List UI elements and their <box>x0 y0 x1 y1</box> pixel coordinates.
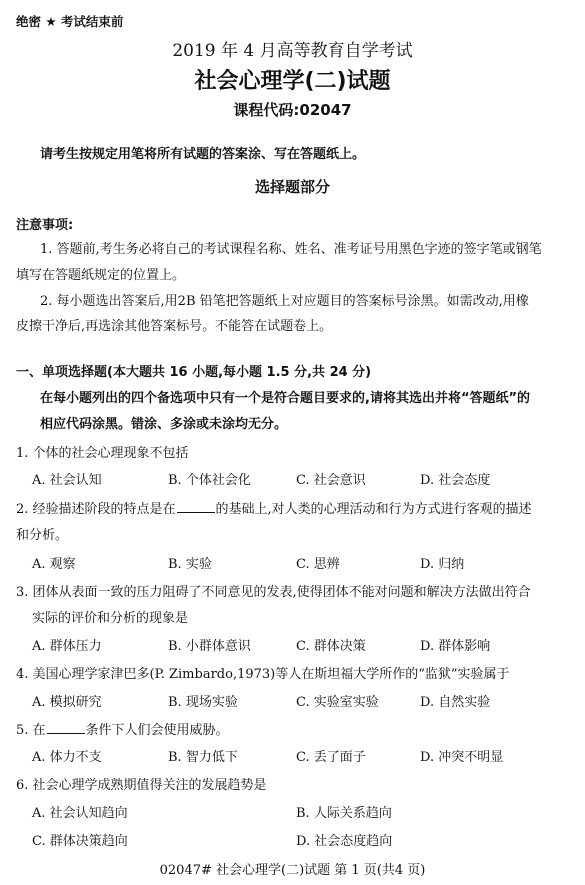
question-6-option-b: B. 人际关系趋向 <box>296 806 392 821</box>
page-footer: 02047# 社会心理学(二)试题 第 1 页(共4 页) <box>159 863 426 878</box>
course-code: 课程代码:02047 <box>233 101 352 119</box>
question-5-stem <box>16 719 229 738</box>
question-5-option-a: A. 体力不支 <box>32 750 102 765</box>
question-5-stem-end: 条件下人们会使用威胁。 <box>85 723 229 738</box>
question-1-option-b: B. 个体社会化 <box>168 473 251 488</box>
note-1-line-2: 填写在答题纸规定的位置上。 <box>16 268 186 283</box>
question-5-option-c: C. 丢了面子 <box>296 750 366 765</box>
question-1-stem: 1. 个体的社会心理现象不包括 <box>16 446 189 461</box>
question-3-stem-line-2: 实际的评价和分析的现象是 <box>32 611 189 626</box>
question-2-stem <box>16 498 532 517</box>
question-5-option-b: B. 智力低下 <box>168 750 238 765</box>
question-1-option-d: D. 社会态度 <box>420 473 491 488</box>
question-3-option-a: A. 群体压力 <box>32 639 102 654</box>
question-3-option-d: D. 群体影响 <box>420 639 491 654</box>
question-2-option-a: A. 观察 <box>32 557 76 572</box>
question-6-option-c: C. 群体决策趋向 <box>32 834 128 849</box>
question-4-option-b: B. 现场实验 <box>168 695 238 710</box>
question-4-stem: 4. 美国心理学家津巴多(P. Zimbardo,1973)等人在斯坦福大学所作的“监狱”实验属于 <box>16 667 510 682</box>
question-6-stem: 6. 社会心理学成熟期值得关注的发展趋势是 <box>16 778 267 793</box>
question-4-option-c: C. 实验室实验 <box>296 695 379 710</box>
notes-heading: 注意事项: <box>16 218 74 233</box>
answer-instruction: 请考生按规定用笔将所有试题的答案涂、写在答题纸上。 <box>40 147 366 162</box>
question-2-option-d: D. 归纳 <box>420 557 465 572</box>
part-one-desc-line-2: 相应代码涂黑。错涂、多涂或未涂均无分。 <box>40 417 288 432</box>
part-one-desc-line-1: 在每小题列出的四个备选项中只有一个是符合题目要求的,请将其选出并将“答题纸”的 <box>40 391 531 406</box>
exam-title: 2019 年 4 月高等教育自学考试 <box>172 41 413 61</box>
question-2-stem-start: 2. 经验描述阶段的特点是在 <box>16 502 176 517</box>
question-2-option-c: C. 思辨 <box>296 557 340 572</box>
question-5-option-d: D. 冲突不明显 <box>420 750 504 765</box>
question-2-option-b: B. 实验 <box>168 557 212 572</box>
question-3-stem: 3. 团体从表面一致的压力阻碍了不同意见的发表,使得团体不能对问题和解决方法做出符合 <box>16 585 531 600</box>
note-2-line-1: 2. 每小题选出答案后,用2B 铅笔把答题纸上对应题目的答案标号涂黑。如需改动,用橡 <box>40 294 529 309</box>
part-one-heading: 一、单项选择题(本大题共 16 小题,每小题 1.5 分,共 24 分) <box>16 365 372 380</box>
answer-blank <box>177 502 215 513</box>
paper-title: 社会心理学(二)试题 <box>194 69 391 94</box>
question-5-stem-start: 5. 在 <box>16 723 46 738</box>
question-6-option-d: D. 社会态度趋向 <box>296 834 393 849</box>
note-1-line-1: 1. 答题前,考生务必将自己的考试课程名称、姓名、准考证号用黑色字迹的签字笔或钢笔 <box>40 242 542 257</box>
question-4-option-a: A. 模拟研究 <box>32 695 102 710</box>
answer-blank <box>47 723 85 734</box>
question-6-option-a: A. 社会认知趋向 <box>32 806 128 821</box>
note-2-line-2: 皮擦干净后,再选涂其他答案标号。不能答在试题卷上。 <box>16 319 333 334</box>
question-2-stem-line-2: 和分析。 <box>16 528 69 543</box>
question-2-stem-end: 的基础上,对人类的心理活动和行为方式进行客观的描述 <box>215 502 532 517</box>
question-3-option-b: B. 小群体意识 <box>168 639 251 654</box>
section-title: 选择题部分 <box>254 178 330 196</box>
secrecy-mark: 绝密 ★ 考试结束前 <box>16 14 124 29</box>
question-3-option-c: C. 群体决策 <box>296 639 366 654</box>
question-1-option-a: A. 社会认知 <box>32 473 102 488</box>
question-1-option-c: C. 社会意识 <box>296 473 366 488</box>
question-4-option-d: D. 自然实验 <box>420 695 491 710</box>
